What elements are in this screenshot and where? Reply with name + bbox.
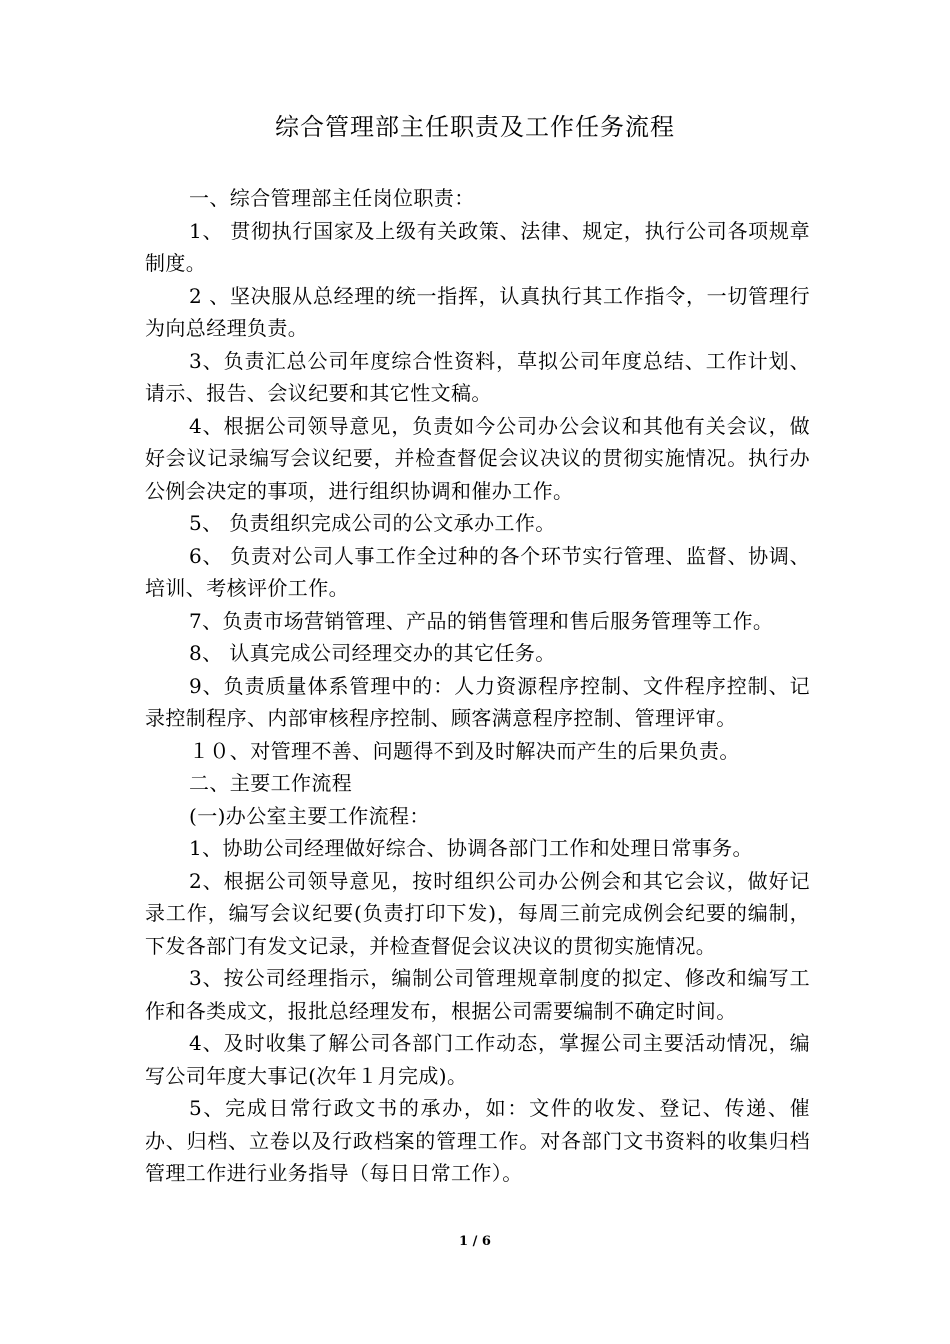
body-paragraph: 8、 认真完成公司经理交办的其它任务。: [189, 641, 556, 665]
body-paragraph: 2、根据公司领导意见，按时组织公司办公例会和其它会议，做好记录工作，编写会议纪要(负责打印下发)，每周三前完成例会纪要的编制，下发各部门有发文记录，并检查督促会议决议的贯彻实施情况。: [145, 868, 810, 958]
body-paragraph: １０、对管理不善、问题得不到及时解决而产生的后果负责。: [189, 738, 740, 763]
body-paragraph: 1、 贯彻执行国家及上级有关政策、法律、规定，执行公司各项规章制度。: [145, 218, 810, 275]
body-paragraph: 4、根据公司领导意见，负责如今公司办公会议和其他有关会议，做好会议记录编写会议纪要，并检查督促会议决议的贯彻实施情况。执行办公例会决定的事项，进行组织协调和催办工作。: [145, 413, 810, 503]
document-title: 综合管理部主任职责及工作任务流程: [275, 113, 675, 141]
body-paragraph: 一、综合管理部主任岗位职责：: [189, 186, 475, 210]
body-paragraph: 5、 负责组织完成公司的公文承办工作。: [189, 511, 556, 535]
body-paragraph: 2 、坚决服从总经理的统一指挥，认真执行其工作指令，一切管理行为向总经理负责。: [145, 283, 810, 340]
body-paragraph: 5、完成日常行政文书的承办，如：文件的收发、登记、传递、催办、归档、立卷以及行政档案的管理工作。对各部门文书资料的收集归档管理工作进行业务指导（每日日常工作）。: [145, 1096, 810, 1185]
body-paragraph: 3、负责汇总公司年度综合性资料，草拟公司年度总结、工作计划、请示、报告、会议纪要和其它性文稿。: [145, 348, 810, 405]
section-heading: 二、主要工作流程: [189, 771, 353, 795]
body-paragraph: 9、负责质量体系管理中的：人力资源程序控制、文件程序控制、记录控制程序、内部审核程序控制、顾客满意程序控制、管理评审。: [145, 673, 810, 730]
body-paragraph: 3、按公司经理指示，编制公司管理规章制度的拟定、修改和编写工作和各类成文，报批总经理发布，根据公司需要编制不确定时间。: [145, 966, 810, 1023]
body-paragraph: 1、协助公司经理做好综合、协调各部门工作和处理日常事务。: [189, 836, 753, 860]
page-number: 1 / 6: [459, 1234, 491, 1249]
body-paragraph: 7、负责市场营销管理、产品的销售管理和售后服务管理等工作。: [189, 608, 774, 633]
document-body: [145, 182, 810, 1190]
body-paragraph: 4、及时收集了解公司各部门工作动态，掌握公司主要活动情况，编写公司年度大事记(次年１月完成)。: [145, 1031, 810, 1088]
body-paragraph: 6、 负责对公司人事工作全过种的各个环节实行管理、监督、协调、培训、考核评价工作。: [145, 543, 810, 600]
subsection-heading: (一)办公室主要工作流程：: [189, 803, 430, 828]
